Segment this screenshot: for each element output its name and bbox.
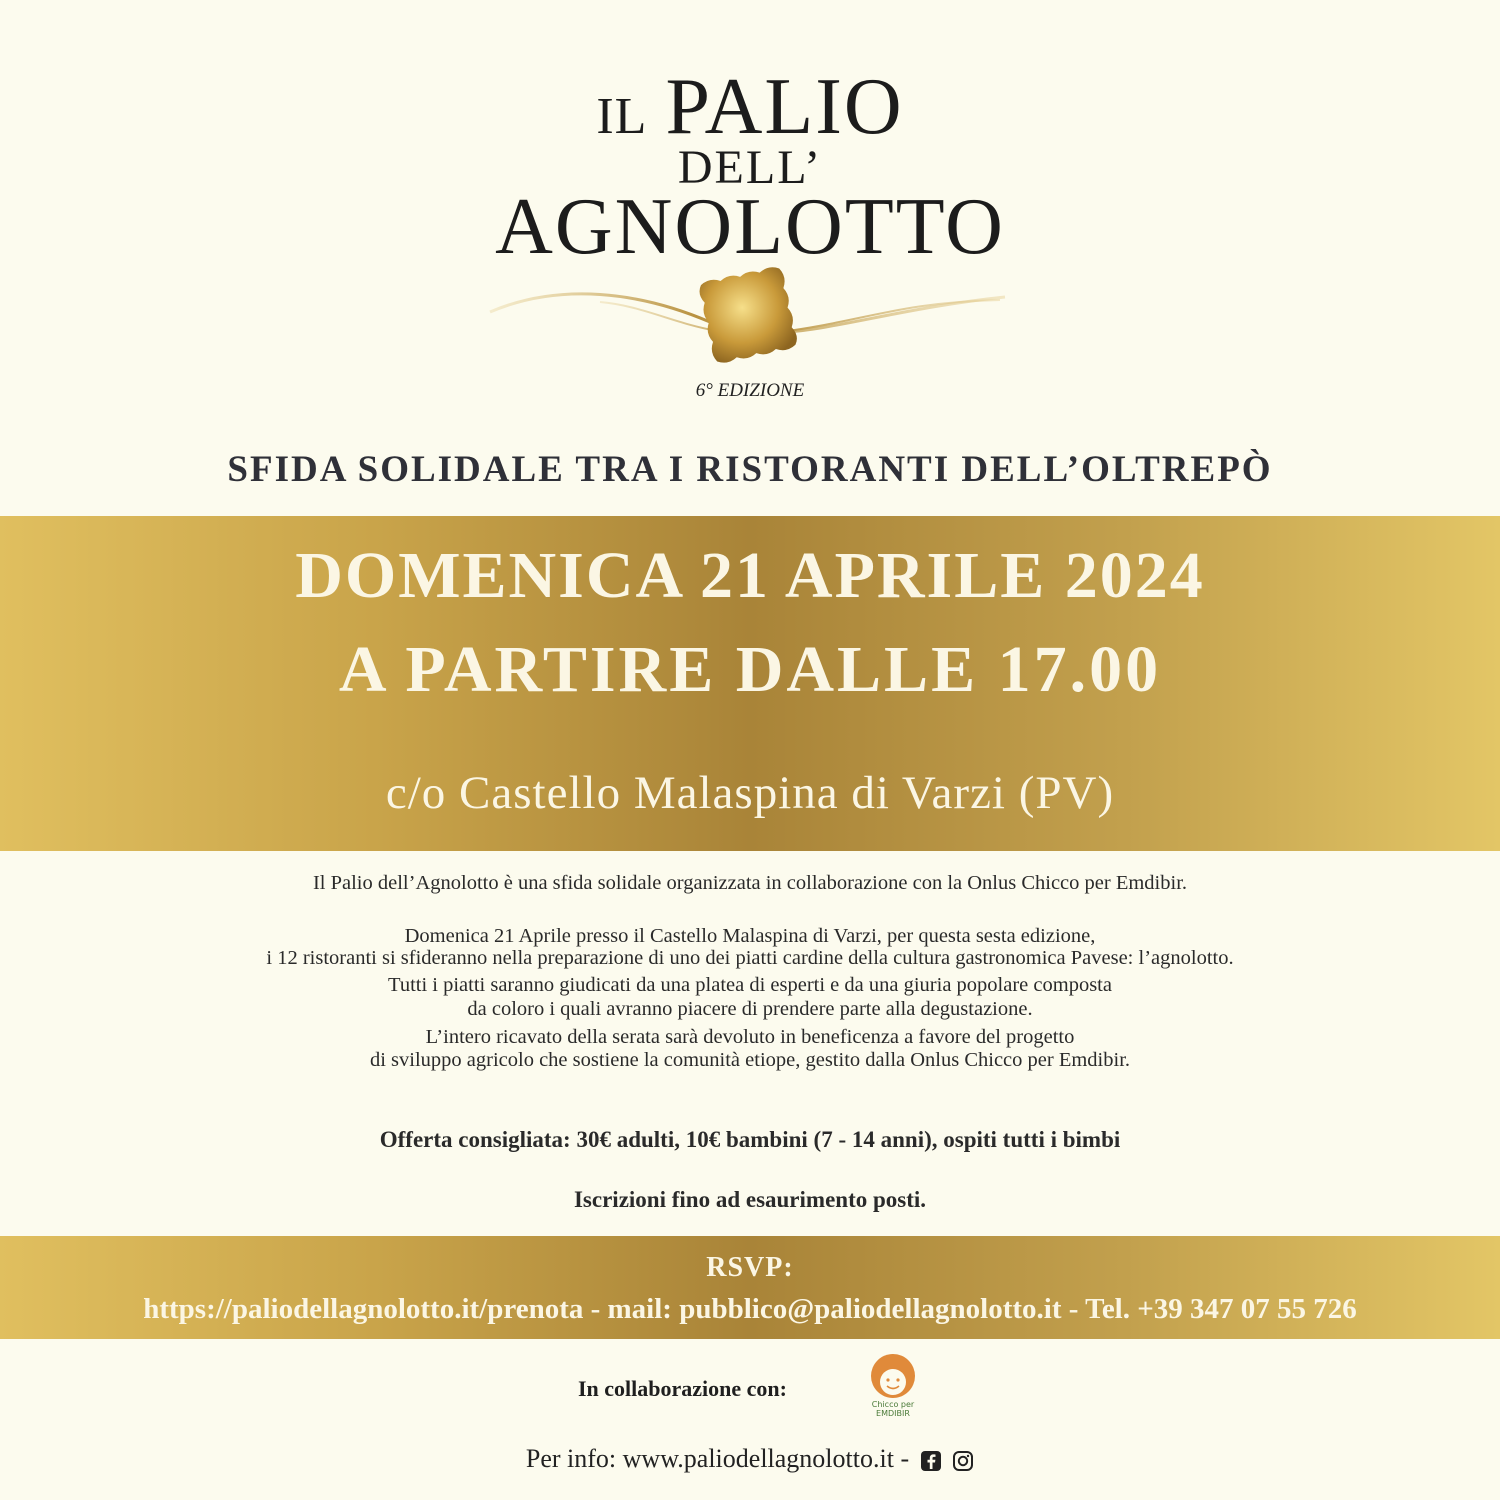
description-line: di sviluppo agricolo che sostiene la comunità etiope, gestito dalla Onlus Chicco per Emdibir. bbox=[369, 1049, 1131, 1071]
event-venue: c/o Castello Malaspina di Varzi (PV) bbox=[385, 767, 1115, 819]
edition-label: 6° EDIZIONE bbox=[695, 380, 805, 401]
rsvp-title: RSVP: bbox=[706, 1252, 794, 1283]
description-line: i 12 ristoranti si sfideranno nella preparazione di uno dei piatti cardine della cultura gastronomica Pavese: l’agnolotto. bbox=[266, 947, 1234, 969]
info-footer bbox=[0, 1444, 1500, 1474]
instagram-icon[interactable] bbox=[952, 1450, 974, 1472]
description-line: da coloro i quali avranno piacere di prendere parte alla degustazione. bbox=[467, 998, 1033, 1020]
description-line: Tutti i piatti saranno giudicati da una platea di esperti e da una giuria popolare composta bbox=[388, 974, 1112, 996]
event-date: DOMENICA 21 APRILE 2024 bbox=[295, 539, 1205, 612]
description-line: L’intero ricavato della serata sarà devoluto in beneficenza a favore del progetto bbox=[425, 1026, 1075, 1048]
rsvp-separator: - Tel. bbox=[1061, 1293, 1138, 1325]
rsvp-separator: - mail: bbox=[583, 1293, 680, 1325]
partner-name bbox=[862, 1400, 924, 1418]
logo-il: IL bbox=[596, 88, 648, 145]
website-link[interactable]: www.paliodellagnolotto.it bbox=[622, 1444, 894, 1473]
event-time: A PARTIRE DALLE 17.00 bbox=[338, 633, 1162, 706]
subtitle: SFIDA SOLIDALE TRA I RISTORANTI DELL’OLTREPÒ bbox=[227, 449, 1273, 490]
description-intro: Il Palio dell’Agnolotto è una sfida solidale organizzata in collaborazione con la Onlus Chicco per Emdibir. bbox=[312, 872, 1188, 894]
description-line: Domenica 21 Aprile presso il Castello Malaspina di Varzi, per questa sesta edizione, bbox=[404, 925, 1096, 947]
partner-name-line1: Chicco per bbox=[871, 1400, 915, 1409]
agnolotto-icon bbox=[697, 265, 799, 365]
info-separator: - bbox=[893, 1444, 916, 1473]
offer-text: Offerta consigliata: 30€ adulti, 10€ bambini (7 - 14 anni), ospiti tutti i bimbi bbox=[379, 1127, 1121, 1152]
facebook-icon[interactable] bbox=[920, 1450, 942, 1472]
signup-note: Iscrizioni fino ad esaurimento posti. bbox=[573, 1187, 927, 1212]
logo-title-line2: DELL’ bbox=[677, 141, 823, 194]
rsvp-link[interactable]: https://paliodellagnolotto.it/prenota bbox=[143, 1293, 584, 1325]
rsvp-email[interactable]: pubblico@paliodellagnolotto.it bbox=[679, 1293, 1062, 1325]
agnolotto-logo-graphic bbox=[480, 262, 1020, 372]
rsvp-phone[interactable]: +39 347 07 55 726 bbox=[1137, 1293, 1357, 1325]
collaboration-label: In collaborazione con: bbox=[578, 1376, 787, 1401]
logo-palio: PALIO bbox=[665, 63, 904, 151]
partner-name-line2: EMDIBIR bbox=[876, 1409, 910, 1418]
info-prefix: Per info: bbox=[525, 1444, 623, 1473]
rsvp-contacts bbox=[0, 1293, 1500, 1326]
logo-title-line3: AGNOLOTTO bbox=[495, 183, 1005, 271]
